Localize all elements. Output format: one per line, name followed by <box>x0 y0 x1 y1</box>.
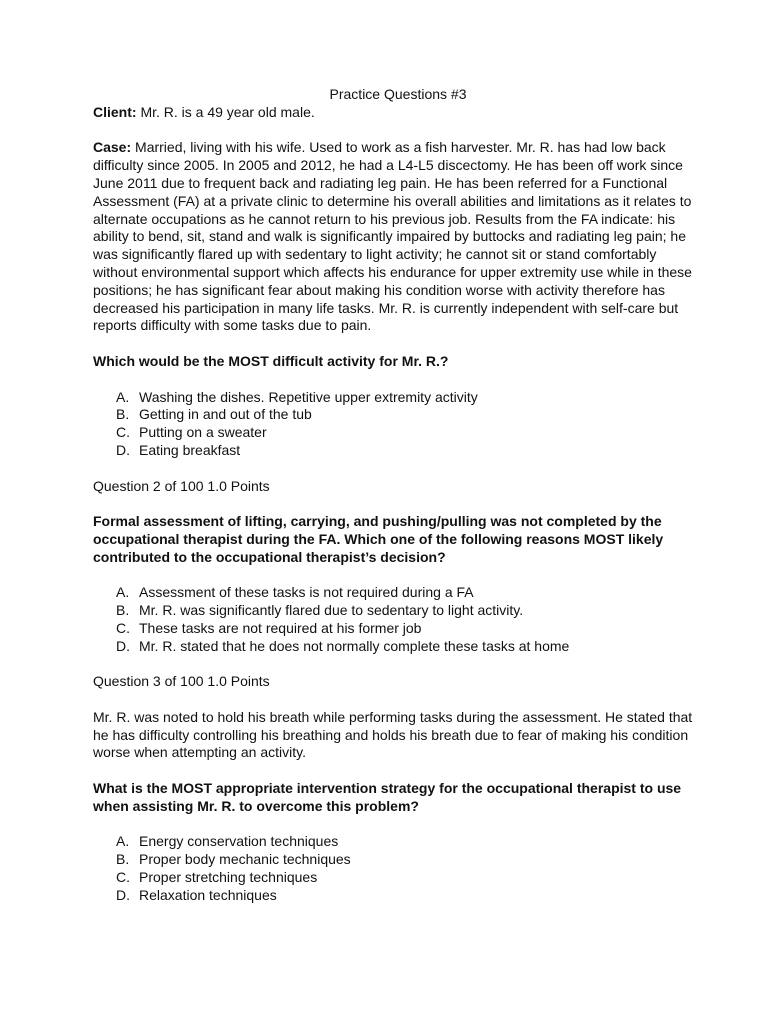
option-text: These tasks are not required at his former job <box>139 619 422 636</box>
option-letter: D. <box>116 637 130 654</box>
spacer <box>93 762 693 780</box>
spacer <box>93 371 693 389</box>
spacer <box>93 122 693 140</box>
option-text: Eating breakfast <box>139 441 241 458</box>
question-3-options <box>93 833 693 904</box>
option-letter: B. <box>116 602 130 619</box>
case-text: Married, living with his wife. Used to work as a fish harvester. Mr. R. has had low back difficulty since 2005. In 2005 and 2012, he had a L4-L5 discectomy. He has been off work since June 2011 due to frequent back and radiating leg pain. He has been referred for a Functional Assessment (FA) at a private clinic to determine his overall abilities and limitations as it relates to alternate occupations as he cannot return to his previous job. Results from the FA indicate: his ability to bend, sit, stand and walk is significantly impaired by buttocks and radiating leg pain; he was significantly flared up with sedentary to light activity; he cannot sit or stand comfortably without environmental support which affects his endurance for upper extremity use while in these positions; he has significant fear about making his condition worse with activity therefore has decreased his participation in many life tasks. Mr. R. is currently independent with self-care but reports difficulty with some tasks due to pain. <box>93 139 692 334</box>
option-item[interactable] <box>93 406 693 424</box>
option-letter: B. <box>116 851 130 868</box>
question-3-header: Question 3 of 100 1.0 Points <box>93 673 270 690</box>
option-text: Proper body mechanic techniques <box>139 851 351 868</box>
option-item[interactable] <box>93 833 693 851</box>
spacer <box>93 656 693 674</box>
option-letter: C. <box>116 869 130 886</box>
option-item[interactable] <box>93 602 693 620</box>
page-title: Practice Questions #3 <box>329 86 467 102</box>
question-2-options <box>93 584 693 655</box>
question-1-text: Which would be the MOST difficult activity for Mr. R.? <box>93 352 449 369</box>
option-letter: A. <box>116 388 130 405</box>
option-text: Mr. R. was significantly flared due to sedentary to light activity. <box>139 602 524 619</box>
client-label: Client: <box>93 103 137 120</box>
option-text: Putting on a sweater <box>139 424 267 441</box>
option-item[interactable] <box>93 869 693 887</box>
spacer <box>93 691 693 709</box>
option-text: Assessment of these tasks is not required during a FA <box>139 584 474 601</box>
client-paragraph <box>93 104 693 122</box>
question-1-options <box>93 389 693 460</box>
option-item[interactable] <box>93 424 693 442</box>
option-text: Washing the dishes. Repetitive upper extremity activity <box>139 388 478 405</box>
spacer <box>93 567 693 585</box>
spacer <box>93 495 693 513</box>
option-item[interactable] <box>93 442 693 460</box>
option-text: Getting in and out of the tub <box>139 406 312 423</box>
option-item[interactable] <box>93 584 693 602</box>
question-2-text: Formal assessment of lifting, carrying, and pushing/pulling was not completed by the occupational therapist during the FA. Which one of the following reasons MOST likely contributed to the occupational therapist’s decision? <box>93 513 664 565</box>
option-letter: C. <box>116 424 130 441</box>
option-item[interactable] <box>93 851 693 869</box>
option-letter: D. <box>116 886 130 903</box>
option-text: Relaxation techniques <box>139 886 277 903</box>
option-text: Energy conservation techniques <box>139 833 339 850</box>
option-item[interactable] <box>93 620 693 638</box>
spacer <box>93 816 693 834</box>
case-paragraph <box>93 139 693 335</box>
client-text: Mr. R. is a 49 year old male. <box>136 103 315 120</box>
case-label: Case: <box>93 139 132 156</box>
document-page <box>93 86 693 905</box>
option-text: Mr. R. stated that he does not normally complete these tasks at home <box>139 637 570 654</box>
option-letter: B. <box>116 406 130 423</box>
option-letter: A. <box>116 584 130 601</box>
spacer <box>93 335 693 353</box>
option-item[interactable] <box>93 389 693 407</box>
option-letter: D. <box>116 441 130 458</box>
spacer <box>93 460 693 478</box>
question-3-text: What is the MOST appropriate intervention strategy for the occupational therapist to use when assisting Mr. R. to overcome this problem? <box>93 780 682 814</box>
question-2-header: Question 2 of 100 1.0 Points <box>93 477 270 494</box>
question-3-context: Mr. R. was noted to hold his breath while performing tasks during the assessment. He stated that he has difficulty controlling his breathing and holds his breath due to fear of making his condition worse when attempting an activity. <box>93 708 693 761</box>
option-item[interactable] <box>93 638 693 656</box>
option-item[interactable] <box>93 887 693 905</box>
option-letter: A. <box>116 833 130 850</box>
option-letter: C. <box>116 619 130 636</box>
option-text: Proper stretching techniques <box>139 869 318 886</box>
